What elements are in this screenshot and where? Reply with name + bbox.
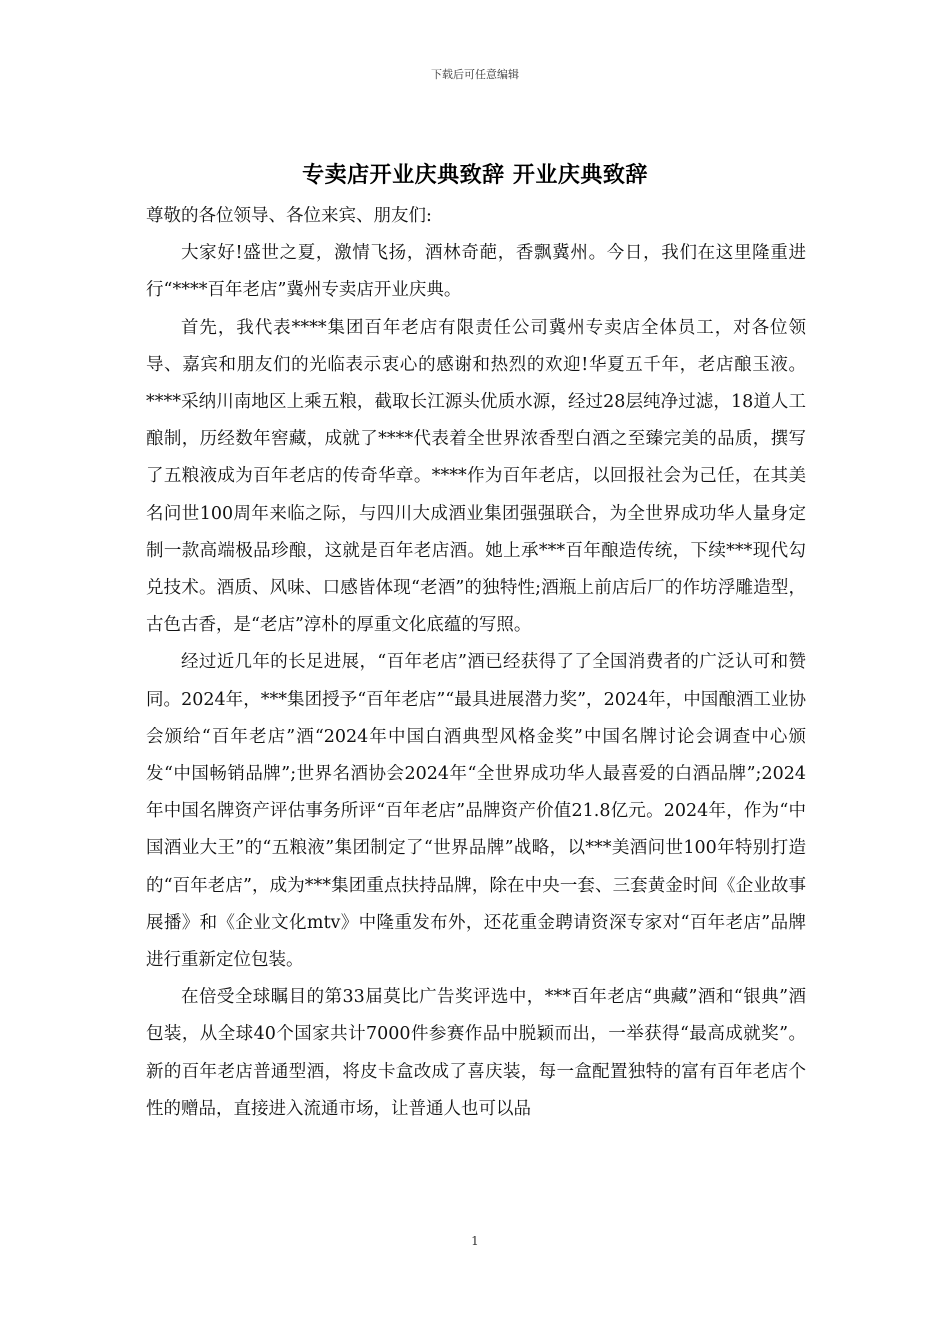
document-body: [146, 198, 806, 1128]
paragraph-awards: 在倍受全球瞩目的第33届莫比广告奖评选中，***百年老店“典藏”酒和“银典”酒包装，从全球40个国家共计7000件参赛作品中脱颖而出，一举获得“最高成就奖”。新的百年老店普通型酒，将皮卡盒改成了喜庆装，每一盒配置独特的富有百年老店个性的赠品，直接进入流通市场，让普通人也可以品: [146, 987, 806, 1119]
salutation: 尊敬的各位领导、各位来宾、朋友们:: [146, 206, 432, 226]
paragraph-opening: 大家好!盛世之夏，激情飞扬，酒林奇葩，香飘冀州。今日，我们在这里隆重进行“****百年老店”冀州专卖店开业庆典。: [146, 243, 806, 301]
paragraph-achievements: 经过近几年的长足进展，“百年老店”酒已经获得了了全国消费者的广泛认可和赞同。2024年，***集团授予“百年老店”“最具进展潜力奖”，2024年，中国酿酒工业协会颁给“百年老店”酒“2024年中国白酒典型风格金奖”中国名牌讨论会调查中心颁发“中国畅销品牌”;世界名酒协会2024年“全世界成功华人最喜爱的白酒品牌”;2024年中国名牌资产评估事务所评“百年老店”品牌资产价值21.8亿元。2024年，作为“中国酒业大王”的“五粮液”集团制定了“世界品牌”战略，以***美酒问世100年特别打造的“百年老店”，成为***集团重点扶持品牌，除在中央一套、三套黄金时间《企业故事展播》和《企业文化mtv》中隆重发布外，还花重金聘请资深专家对“百年老店”品牌进行重新定位包装。: [146, 652, 806, 971]
page-number: 1: [471, 1234, 479, 1248]
paragraph-introduction: 首先，我代表****集团百年老店有限责任公司冀州专卖店全体员工，对各位领导、嘉宾和朋友们的光临表示衷心的感谢和热烈的欢迎!华夏五千年，老店酿玉液。****采纳川南地区上乘五粮，截取长江源头优质水源，经过28层纯净过滤，18道人工酿制，历经数年窖藏，成就了****代表着全世界浓香型白酒之至臻完美的品质，撰写了五粮液成为百年老店的传奇华章。****作为百年老店，以回报社会为己任，在其美名问世100周年来临之际，与四川大成酒业集团强强联合，为全世界成功华人量身定制一款高端极品珍酿，这就是百年老店酒。她上承***百年酿造传统，下续***现代勾兑技术。酒质、风味、口感皆体现“老酒”的独特性;酒瓶上前店后厂的作坊浮雕造型，古色古香，是“老店”淳朴的厚重文化底蕴的写照。: [146, 317, 806, 636]
page-header-note: 下载后可任意编辑: [431, 68, 519, 81]
document-title: 专卖店开业庆典致辞 开业庆典致辞: [302, 163, 648, 188]
